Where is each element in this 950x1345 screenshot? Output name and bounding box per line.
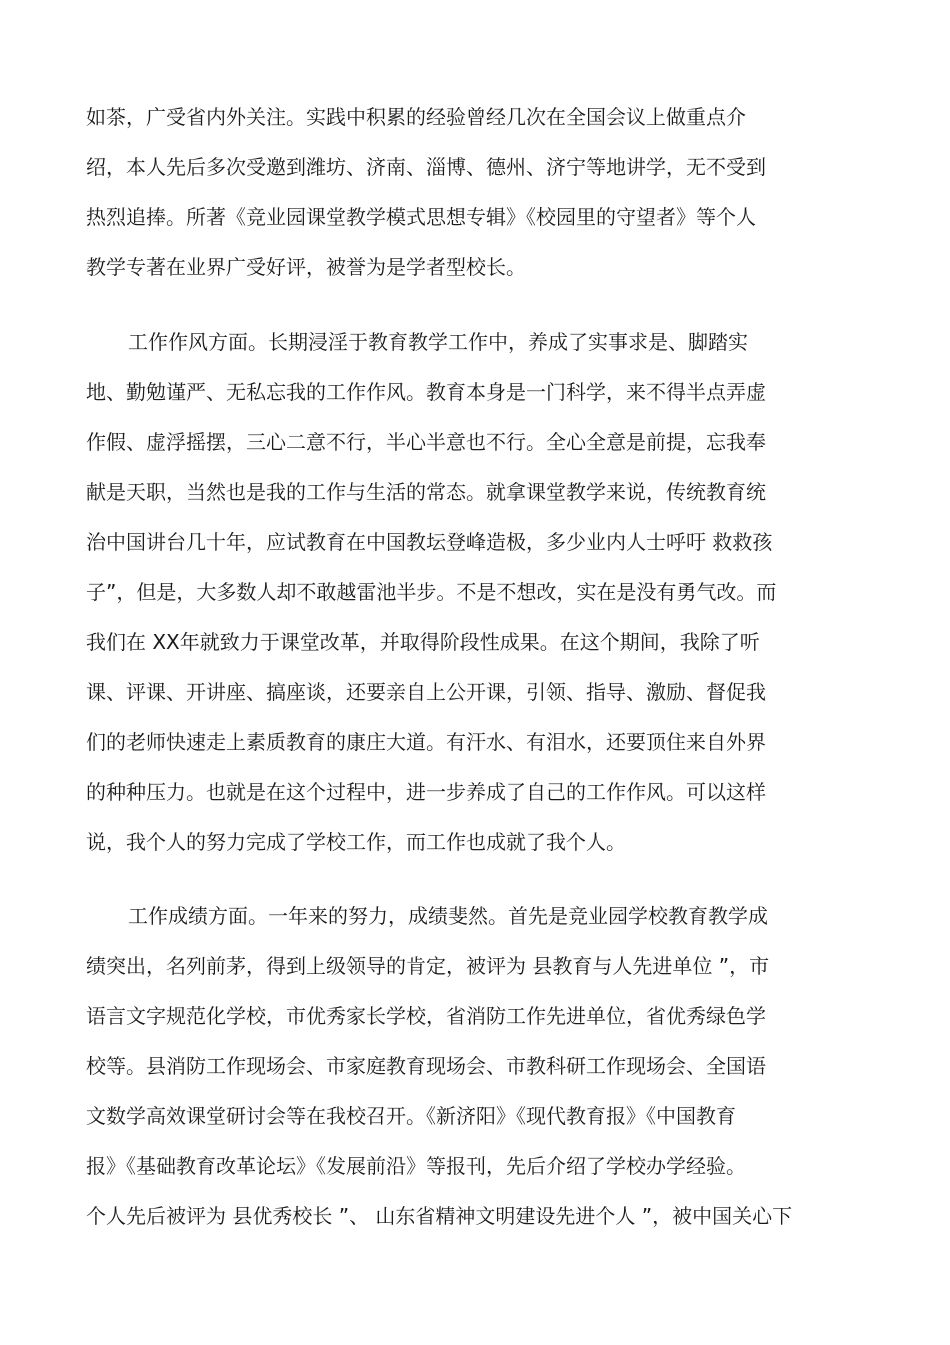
text-line: 说，我个人的努力完成了学校工作，而工作也成就了我个人。 [86, 830, 626, 854]
text-line: 教学专著在业界广受好评，被誉为是学者型校长。 [86, 255, 526, 279]
text-line: 献是天职，当然也是我的工作与生活的常态。就拿课堂教学来说，传统教育统 [86, 480, 766, 504]
text-line: 文数学高效课堂研讨会等在我校召开。《新济阳》《现代教育报》《中国教育 [86, 1104, 736, 1128]
text-line: 们的老师快速走上素质教育的康庄大道。有汗水、有泪水，还要顶住来自外界 [86, 730, 766, 754]
text-line: 热烈追捧。所著《竞业园课堂教学模式思想专辑》《校园里的守望者》等个人 [86, 205, 756, 229]
text-line: 我们在 XX年就致力于课堂改革，并取得阶段性成果。在这个期间，我除了听 [86, 630, 760, 654]
text-line: 作假、虚浮摇摆，三心二意不行，半心半意也不行。全心全意是前提，忘我奉 [86, 430, 766, 454]
text-line: 课、评课、开讲座、搞座谈，还要亲自上公开课，引领、指导、激励、督促我 [86, 680, 766, 704]
text-line: 绩突出，名列前茅，得到上级领导的肯定，被评为 县教育与人先进单位 ”，市 [86, 954, 770, 978]
text-line: 的种种压力。也就是在这个过程中，进一步养成了自己的工作作风。可以这样 [86, 780, 766, 804]
text-line: 个人先后被评为 县优秀校长 ”、 山东省精神文明建设先进个人 ”，被中国关心下 [86, 1204, 793, 1228]
text-line: 地、勤勉谨严、无私忘我的工作作风。教育本身是一门科学，来不得半点弄虚 [86, 380, 766, 404]
text-line: 工作成绩方面。一年来的努力，成绩斐然。首先是竞业园学校教育教学成 [128, 904, 768, 928]
text-line: 校等。县消防工作现场会、市家庭教育现场会、市教科研工作现场会、全国语 [86, 1054, 766, 1078]
text-line: 子”，但是，大多数人却不敢越雷池半步。不是不想改，实在是没有勇气改。而 [86, 580, 777, 604]
text-line: 如茶，广受省内外关注。实践中积累的经验曾经几次在全国会议上做重点介 [86, 105, 746, 129]
text-line: 语言文字规范化学校，市优秀家长学校，省消防工作先进单位，省优秀绿色学 [86, 1004, 766, 1028]
text-line: 治中国讲台几十年，应试教育在中国教坛登峰造极，多少业内人士呼吁 救救孩 [86, 530, 773, 554]
text-line: 工作作风方面。长期浸淫于教育教学工作中，养成了实事求是、脚踏实 [128, 330, 748, 354]
text-line: 绍，本人先后多次受邀到潍坊、济南、淄博、德州、济宁等地讲学，无不受到 [86, 155, 766, 179]
text-line: 报》《基础教育改革论坛》《发展前沿》等报刊，先后介绍了学校办学经验。 [86, 1154, 746, 1178]
